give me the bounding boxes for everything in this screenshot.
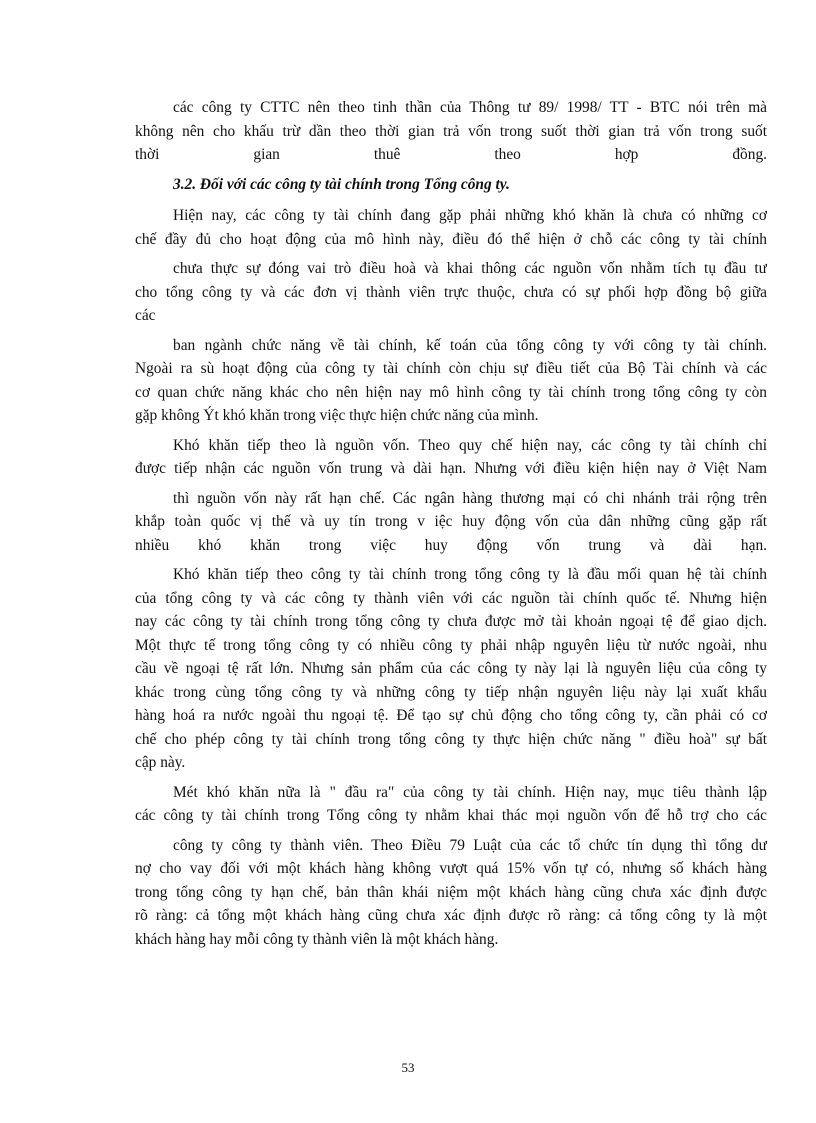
text-line: Khó khăn tiếp theo công ty tài chính trong tổng công ty là đầu mối quan hệ tài chính bbox=[173, 566, 767, 583]
text-line: Một thực tế trong tổng công ty có nhiều công ty phải nhập nguyên liệu từ nước ngoài, nhu bbox=[135, 636, 767, 654]
text-line: Mét khó khăn nữa là " đầu ra" của công ty tài chính. Hiện nay, mục tiêu thành lập bbox=[173, 783, 767, 801]
text-line: cầu về ngoại tệ rất lớn. Nhưng sản phẩm của các công ty này lại là nguyên liệu của công ty bbox=[135, 660, 767, 677]
text-line: các công ty CTTC nên theo tinh thần của Thông tư 89/ 1998/ TT - BTC nói trên mà bbox=[173, 99, 767, 116]
paragraph bbox=[135, 563, 767, 775]
text-line: không nên cho khấu trừ dần theo thời gian trả vốn trong suốt thời gian trả vốn trong suốt bbox=[135, 122, 767, 140]
paragraph bbox=[135, 334, 767, 428]
text-line: rõ ràng: cả tổng một khách hàng cũng chưa xác định được rõ ràng: cả tổng công ty là một bbox=[135, 907, 767, 924]
text-line: chưa thực sự đóng vai trò điều hoà và khai thông các nguồn vốn nhằm tích tụ đầu tư bbox=[173, 260, 767, 277]
text-line: khách hàng hay mỗi công ty thành viên là một khách hàng. bbox=[135, 930, 499, 948]
text-line: các công ty tài chính trong Tổng công ty nhằm khai thác mọi nguồn vốn để hỗ trợ cho các bbox=[135, 807, 767, 824]
text-line: ban ngành chức năng về tài chính, kế toán của tổng công ty với công ty tài chính. bbox=[173, 336, 767, 354]
text-line: khắp toàn quốc vị thế và uy tín trong v iệc huy động vốn của dân những cũng gặp rất bbox=[135, 513, 767, 530]
page-number: 53 bbox=[401, 1060, 415, 1075]
text-line: cho tổng công ty và các đơn vị thành viên trực thuộc, chưa có sự phối hợp đồng bộ giữa bbox=[135, 283, 767, 301]
text-line: Hiện nay, các công ty tài chính đang gặp phải những khó khăn là chưa có những cơ bbox=[173, 207, 767, 224]
text-line: nhiều khó khăn trong việc huy động vốn trung và dài hạn. bbox=[135, 536, 767, 554]
paragraph bbox=[135, 781, 767, 828]
text-line: Ngoài ra sù hoạt động của công ty tài chính còn chịu sự điều tiết của Bộ Tài chính và các bbox=[135, 360, 767, 377]
text-line: cập này. bbox=[135, 754, 186, 771]
text-line: nay các công ty tài chính trong tổng công ty chưa được mở tài khoản ngoại tệ để giao dịch. bbox=[135, 613, 767, 630]
paragraph bbox=[135, 487, 767, 558]
text-line: các bbox=[135, 307, 156, 324]
section-heading: 3.2. Đối với các công ty tài chính trong Tổng công ty. bbox=[173, 175, 510, 193]
text-line: trong tổng công ty hạn chế, bản thân khái niệm một khách hàng cũng chưa xác định được bbox=[135, 883, 767, 901]
text-line: gặp không Ýt khó khăn trong việc thực hiện chức năng của mình. bbox=[135, 407, 539, 424]
document-body bbox=[135, 96, 767, 957]
text-line: khác trong cùng tổng công ty và những công ty tiếp nhận nguyên liệu này lại xuất khẩu bbox=[135, 683, 767, 701]
text-line: được tiếp nhận các nguồn vốn trung và dài hạn. Nhưng với điều kiện hiện nay ở Việt Nam bbox=[135, 460, 767, 477]
paragraph bbox=[135, 257, 767, 328]
text-line: thời gian thuê theo hợp đồng. bbox=[135, 146, 767, 163]
text-line: nợ cho vay đối với một khách hàng không vượt quá 15% vốn tự có, nhưng số khách hàng bbox=[135, 860, 767, 877]
text-line: hàng hoá ra nước ngoài thu ngoại tệ. Để tạo sự chủ động cho tổng công ty, cần phải có cơ bbox=[135, 707, 767, 724]
text-line: thì nguồn vốn này rất hạn chế. Các ngân hàng thương mại có chi nhánh trải rộng trên bbox=[173, 489, 767, 507]
paragraph bbox=[135, 204, 767, 251]
text-line: chế cho phép công ty tài chính trong tổng công ty thực hiện chức năng " điều hoà" sự bất bbox=[135, 730, 767, 748]
paragraph bbox=[135, 834, 767, 952]
paragraph bbox=[135, 434, 767, 481]
text-line: của tổng công ty và các công ty thành viên với các nguồn tài chính quốc tế. Nhưng hiện bbox=[135, 589, 767, 607]
text-line: cơ quan chức năng khác cho nên hiện nay mô hình công ty tài chính trong tổng công ty còn bbox=[135, 383, 767, 401]
text-line: Khó khăn tiếp theo là nguồn vốn. Theo quy chế hiện nay, các công ty tài chính chỉ bbox=[173, 436, 767, 454]
text-line: chế đầy đủ cho hoạt động của mô hình này, điều đó thể hiện ở chỗ các công ty tài chính bbox=[135, 230, 767, 248]
paragraph bbox=[135, 96, 767, 167]
text-line: công ty công ty thành viên. Theo Điều 79 Luật của các tổ chức tín dụng thì tổng dư bbox=[173, 836, 767, 854]
